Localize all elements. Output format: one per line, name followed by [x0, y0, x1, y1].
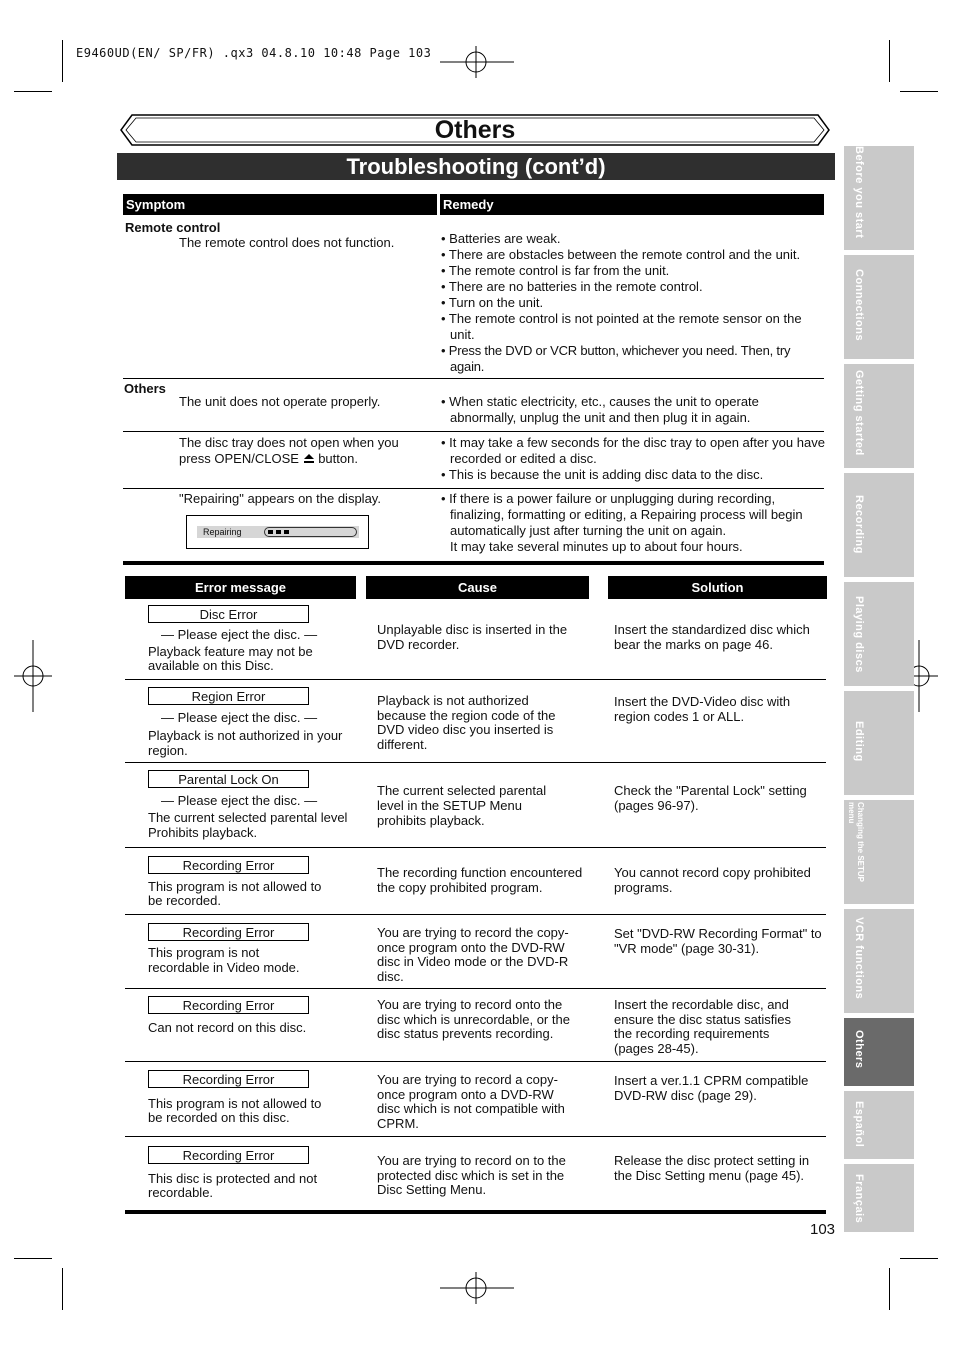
symptom-repairing: "Repairing" appears on the display. — [179, 491, 381, 506]
side-tab-francais[interactable] — [844, 1164, 914, 1232]
error-message-header: Error message — [125, 576, 356, 599]
repairing-display — [186, 515, 369, 549]
category-others: Others — [124, 381, 166, 396]
error-cause: You are trying to record the copy-once program onto the DVD-RW disc in Video mode or the DVD-R disc. — [377, 925, 569, 984]
cause-header: Cause — [366, 576, 589, 599]
error-title: Region Error — [148, 687, 309, 705]
symptom-text: press OPEN/CLOSE — [179, 451, 299, 466]
divider — [123, 431, 824, 432]
solution-header: Solution — [608, 576, 827, 599]
table-end-rule — [123, 561, 824, 565]
error-solution: Insert the recordable disc, and ensure the disc status satisfies the recording requirements (pages 28-45). — [614, 997, 792, 1056]
side-tab-label: Français — [853, 1174, 865, 1224]
eject-notice: — Please eject the disc. — — [161, 627, 318, 642]
error-solution: Insert the DVD-Video disc with region codes 1 or ALL. — [614, 694, 791, 724]
error-message: This program is not allowed to be recorded on this disc. — [148, 1096, 322, 1125]
side-tab-label: Editing — [853, 721, 865, 762]
remedy-item: • The remote control is not pointed at the remote sensor on the unit. — [441, 311, 802, 342]
symptom-header: Symptom — [123, 194, 437, 215]
side-tab-label: Getting started — [853, 370, 865, 456]
remedy-item: • This is because the unit is adding disc data to the disc. — [441, 467, 764, 482]
side-tab-label: Before you start — [853, 146, 865, 239]
category-remote-control: Remote control — [125, 220, 221, 235]
error-message: This disc is protected and not recordable. — [148, 1171, 318, 1200]
side-tab-label: Playing discs — [853, 596, 865, 673]
progress-bar — [264, 527, 357, 537]
side-tab-recording[interactable] — [844, 473, 914, 577]
page-title: Troubleshooting (cont’d) — [117, 153, 835, 180]
display-label: Repairing — [203, 527, 242, 537]
error-title: Disc Error — [148, 605, 309, 623]
symptom-disc-tray — [179, 435, 434, 467]
divider — [125, 847, 826, 848]
divider — [125, 914, 826, 915]
symptom-text: The disc tray does not open when you — [179, 435, 399, 450]
page-number: 103 — [810, 1221, 836, 1238]
error-cause: The recording function encountered the copy prohibited program. — [377, 865, 583, 895]
remedy-header: Remedy — [440, 194, 824, 215]
section-title: Others — [434, 116, 516, 144]
error-message: The current selected parental level Prohibits playback. — [148, 810, 348, 840]
remedy-item: • Turn on the unit. — [441, 295, 544, 310]
error-solution: Check the "Parental Lock" setting (pages 96-97). — [614, 783, 807, 813]
print-header: E9460UD(EN/ SP/FR) .qx3 04.8.10 10:48 Page 103 — [76, 46, 432, 60]
remedy-item: • It may take a few seconds for the disc tray to open after you have recorded or edited a disc. — [441, 435, 825, 466]
error-message: Playback feature may not be available on this Disc. — [148, 644, 313, 673]
error-solution: Insert the standardized disc which bear the marks on page 46. — [614, 622, 810, 652]
divider — [123, 488, 824, 489]
side-tab-label: Others — [853, 1030, 865, 1069]
eject-notice: — Please eject the disc. — — [161, 793, 318, 808]
error-title: Recording Error — [148, 923, 309, 941]
remedy-item: • If there is a power failure or unplugging during recording, finalizing, formatting or editing, a Repairing process will begin automatically just after turning the unit on again. — [441, 491, 803, 538]
error-cause: The current selected parental level in the SETUP Menu prohibits playback. — [377, 783, 547, 828]
side-tab-editing[interactable] — [844, 691, 914, 795]
remedy-item: • The remote control is far from the unit. — [441, 263, 670, 278]
side-tab-espanol[interactable] — [844, 1091, 914, 1159]
table-end-rule — [125, 1210, 826, 1214]
remedy-item: It may take several minutes up to about four hours. — [450, 539, 743, 554]
error-cause: You are trying to record a copy-once program onto a DVD-RW disc which is not compatible with CPRM. — [377, 1072, 565, 1131]
error-title: Recording Error — [148, 996, 309, 1014]
side-tab-vcr-functions[interactable] — [844, 909, 914, 1013]
symptom-text: button. — [318, 451, 358, 466]
error-cause: Unplayable disc is inserted in the DVD recorder. — [377, 622, 568, 652]
divider — [125, 988, 826, 989]
error-message: Playback is not authorized in your region. — [148, 728, 343, 758]
remedy-list-remote — [441, 231, 825, 375]
remedy-list-operation — [441, 394, 825, 426]
error-message: This program is not allowed to be recorded. — [148, 879, 322, 908]
error-title: Recording Error — [148, 856, 309, 874]
error-title: Recording Error — [148, 1070, 309, 1088]
remedy-item: • There are no batteries in the remote control. — [441, 279, 703, 294]
divider — [125, 1136, 826, 1137]
eject-notice: — Please eject the disc. — — [161, 710, 318, 725]
remedy-item: • When static electricity, etc., causes the unit to operate abnormally, unplug the unit and then plug it in again. — [441, 394, 759, 425]
error-message: Can not record on this disc. — [148, 1020, 307, 1035]
error-cause: You are trying to record onto the disc which is unrecordable, or the disc status prevents recording. — [377, 997, 570, 1041]
section-title-banner — [120, 114, 830, 146]
error-solution: You cannot record copy prohibited programs. — [614, 865, 811, 895]
remedy-item: • There are obstacles between the remote control and the unit. — [441, 247, 801, 262]
remedy-list-repairing — [441, 491, 825, 555]
eject-icon — [303, 453, 315, 464]
side-tab-label: Recording — [853, 495, 865, 554]
side-tab-label: VCR functions — [853, 917, 865, 1000]
remedy-item: • Batteries are weak. — [441, 231, 561, 246]
divider — [125, 762, 826, 763]
symptom-remote: The remote control does not function. — [179, 235, 395, 250]
divider — [123, 378, 824, 379]
error-solution: Release the disc protect setting in the Disc Setting menu (page 45). — [614, 1153, 810, 1183]
side-tab-connections[interactable] — [844, 255, 914, 359]
error-solution: Insert a ver.1.1 CPRM compatible DVD-RW disc (page 29). — [614, 1073, 809, 1103]
side-tab-label: Connections — [853, 269, 865, 342]
error-title: Parental Lock On — [148, 770, 309, 788]
side-tab-playing-discs[interactable] — [844, 582, 914, 686]
error-cause: Playback is not authorized because the region code of the DVD video disc you inserted is different. — [377, 693, 556, 752]
side-tab-label: Changing the SETUP menu — [847, 802, 865, 882]
symptom-unit-operation: The unit does not operate properly. — [179, 394, 381, 409]
side-tab-label: Español — [853, 1101, 865, 1148]
side-tab-setup-menu[interactable] — [844, 800, 914, 904]
side-tab-before-you-start[interactable] — [844, 146, 914, 250]
remedy-item: • Press the DVD or VCR button, whichever you need. Then, try again. — [441, 343, 791, 374]
error-message: This program is not recordable in Video mode. — [148, 945, 300, 975]
remedy-list-disc-tray — [441, 435, 825, 483]
divider — [125, 679, 826, 680]
side-tab-others[interactable] — [844, 1018, 914, 1086]
side-tab-getting-started[interactable] — [844, 364, 914, 468]
error-title: Recording Error — [148, 1146, 309, 1164]
divider — [125, 1061, 826, 1062]
error-solution: Set "DVD-RW Recording Format" to "VR mode" (page 30-31). — [614, 926, 822, 956]
error-cause: You are trying to record on to the protected disc which is set in the Disc Setting Menu. — [377, 1153, 566, 1197]
